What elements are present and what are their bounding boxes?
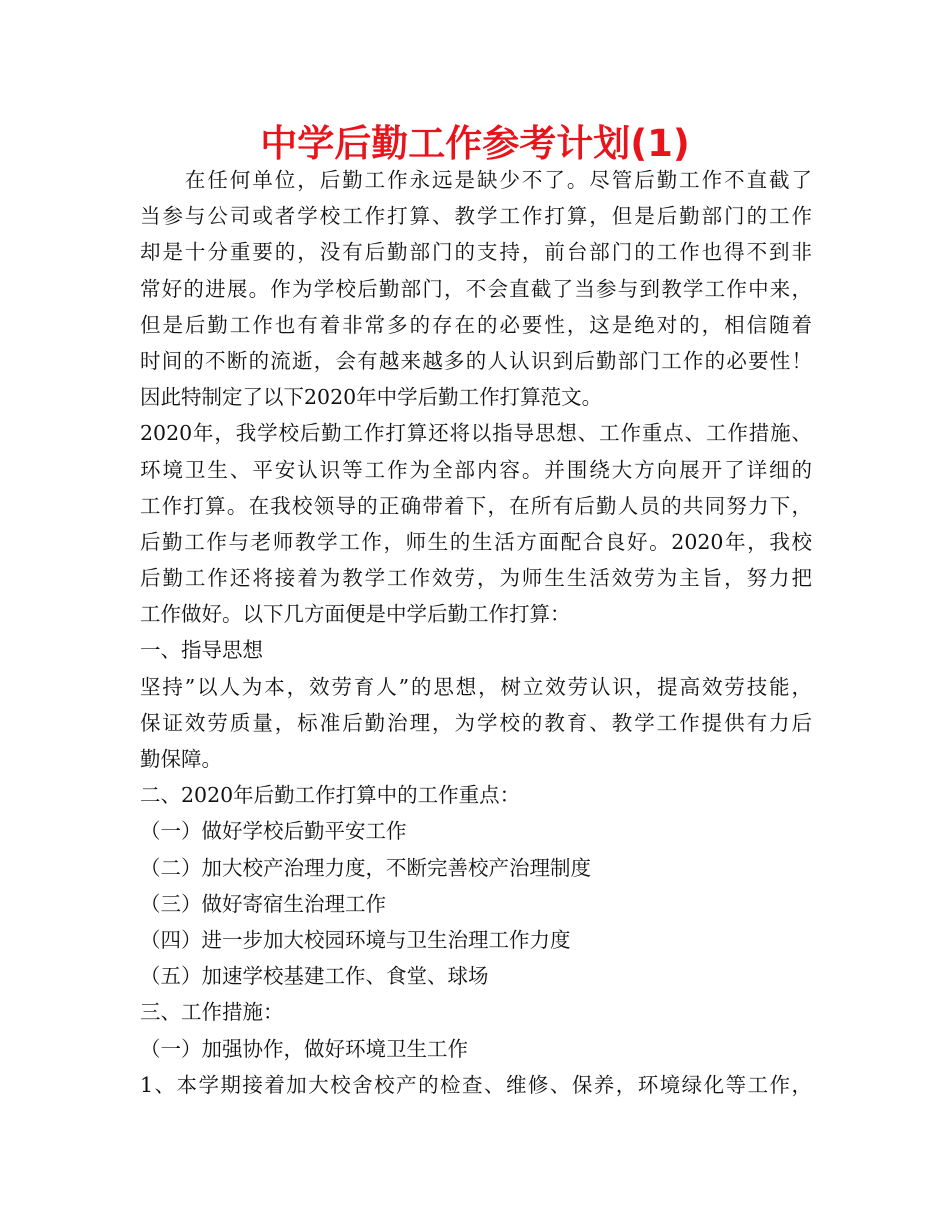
text-line: （五）加速学校基建工作、食堂、球场 xyxy=(140,964,489,989)
text-line: 一、指导思想 xyxy=(140,638,263,663)
document-title: 中学后勤工作参考计划(1) xyxy=(260,122,690,165)
text-line: 却是十分重要的，没有后勤部门的支持，前台部门的工作也得不到非 xyxy=(140,240,812,265)
text-line: 时间的不断的流逝，会有越来越多的人认识到后勤部门工作的必要性！ xyxy=(140,348,812,373)
text-line: 后勤工作与老师教学工作，师生的生活方面配合良好。2020年，我校 xyxy=(140,529,812,554)
text-line: 当参与公司或者学校工作打算、教学工作打算，但是后勤部门的工作 xyxy=(140,204,812,229)
text-line: 但是后勤工作也有着非常多的存在的必要性，这是绝对的，相信随着 xyxy=(140,312,812,337)
text-line: （一）加强协作，做好环境卫生工作 xyxy=(140,1036,468,1061)
text-line: 常好的进展。作为学校后勤部门，不会直截了当参与到教学工作中来， xyxy=(140,276,812,301)
text-line: 因此特制定了以下2020年中学后勤工作打算范文。 xyxy=(140,385,603,410)
text-line: 1、本学期接着加大校舍校产的检查、维修、保养，环境绿化等工作， xyxy=(140,1072,812,1097)
text-line: 坚持”以人为本，效劳育人”的思想，树立效劳认识，提高效劳技能， xyxy=(140,674,812,699)
document-body xyxy=(140,162,812,1103)
text-line: 环境卫生、平安认识等工作为全部内容。并围绕大方向展开了详细的 xyxy=(140,457,812,482)
text-line: （四）进一步加大校园环境与卫生治理工作力度 xyxy=(140,927,571,952)
text-line: （一）做好学校后勤平安工作 xyxy=(140,819,407,844)
text-line: 工作打算。在我校领导的正确带着下，在所有后勤人员的共同努力下， xyxy=(140,493,812,518)
text-line: （二）加大校产治理力度，不断完善校产治理制度 xyxy=(140,855,591,880)
text-line: 2020年，我学校后勤工作打算还将以指导思想、工作重点、工作措施、 xyxy=(140,421,812,446)
text-line: 保证效劳质量，标准后勤治理，为学校的教育、教学工作提供有力后 xyxy=(140,710,812,735)
text-line: 在任何单位，后勤工作永远是缺少不了。尽管后勤工作不直截了 xyxy=(140,168,812,192)
text-line: （三）做好寄宿生治理工作 xyxy=(140,891,386,916)
text-line: 后勤工作还将接着为教学工作效劳，为师生生活效劳为主旨，努力把 xyxy=(140,566,812,591)
text-line: 二、2020年后勤工作打算中的工作重点： xyxy=(140,783,521,808)
text-line: 三、工作措施： xyxy=(140,1000,284,1025)
text-line: 工作做好。以下几方面便是中学后勤工作打算： xyxy=(140,602,571,627)
text-line: 勤保障。 xyxy=(140,747,222,771)
